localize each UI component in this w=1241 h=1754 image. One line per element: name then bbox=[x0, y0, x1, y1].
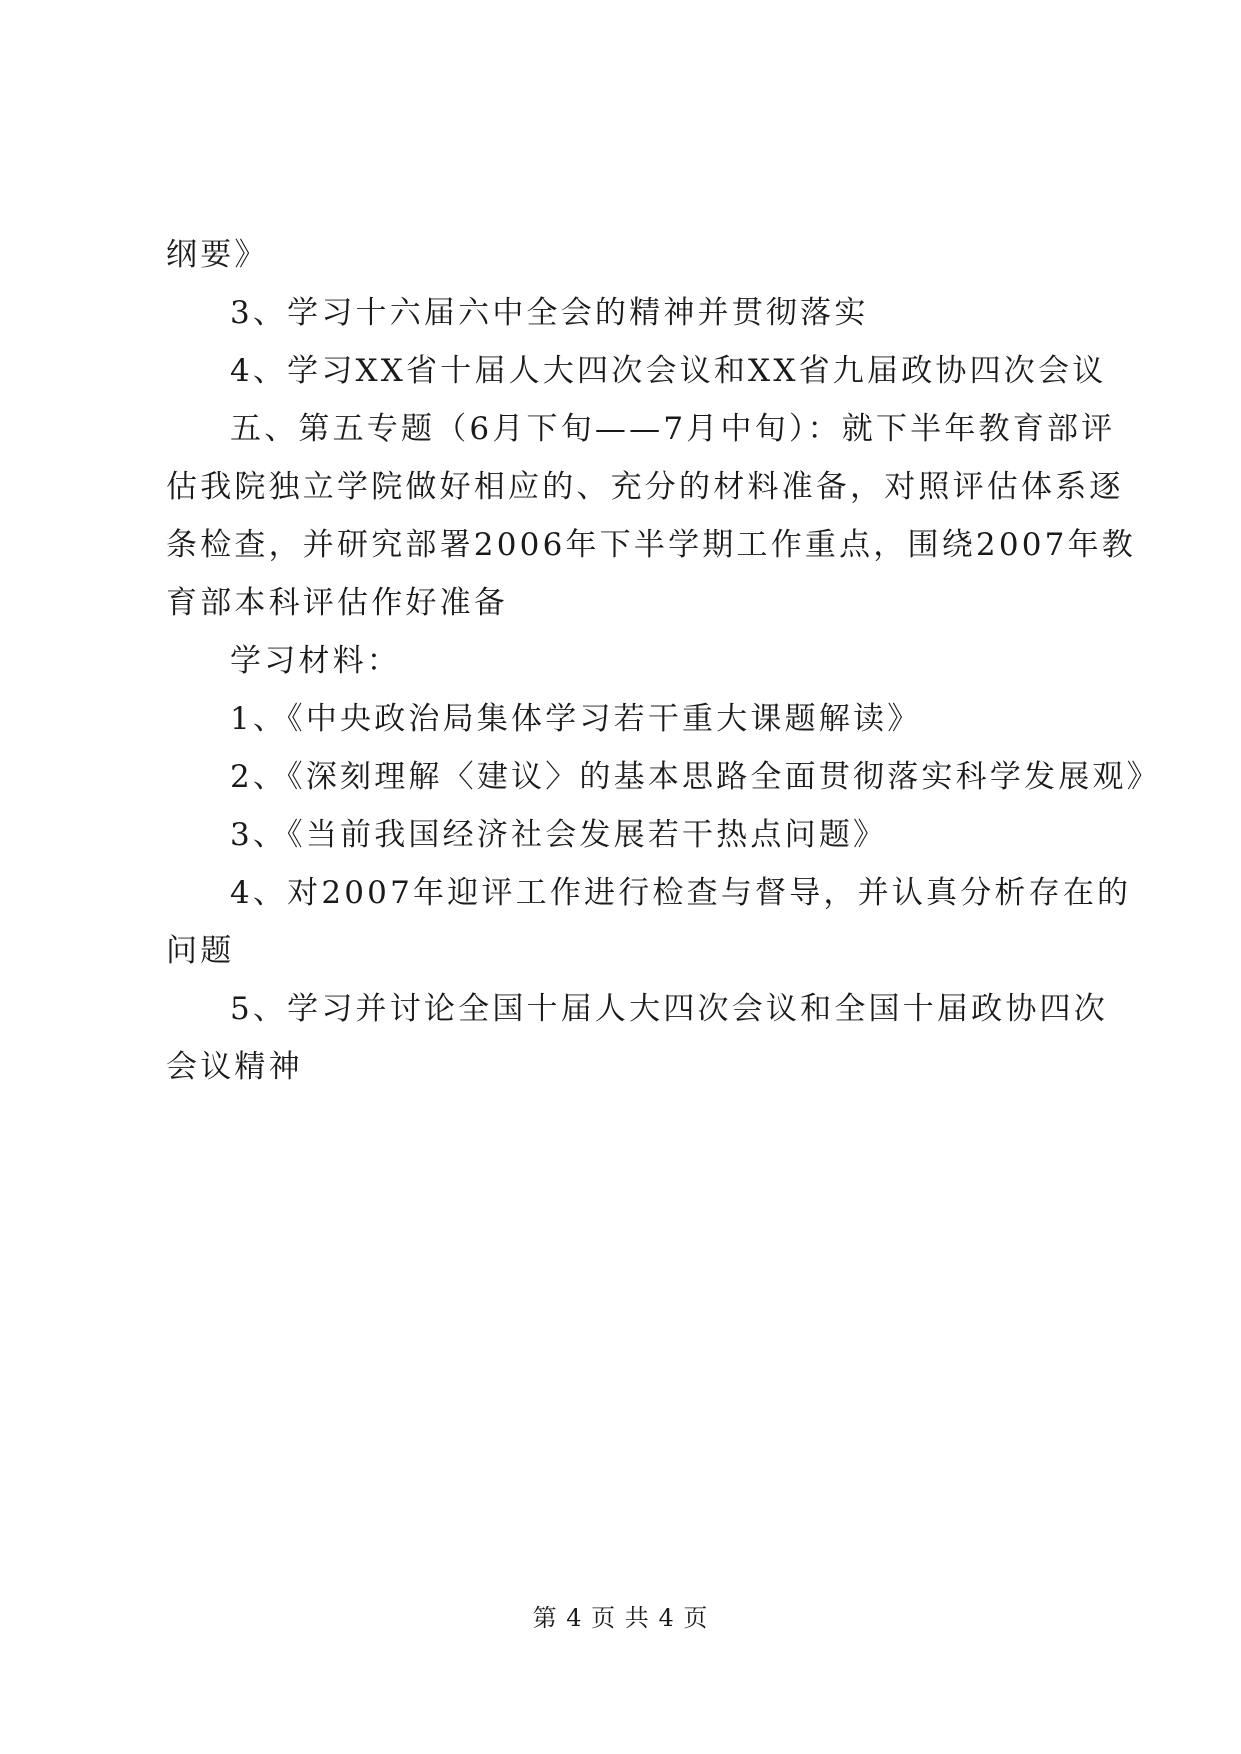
text-line: 问题 bbox=[166, 933, 235, 969]
text-line: 条检查，并研究部署2006年下半学期工作重点，围绕2007年教 bbox=[166, 527, 1136, 563]
list-item: 4、对2007年迎评工作进行检查与督导，并认真分析存在的 bbox=[230, 875, 1132, 911]
text-line: 纲要》 bbox=[166, 237, 269, 273]
list-item: 2、《深刻理解〈建议〉的基本思路全面贯彻落实科学发展观》 bbox=[230, 759, 1161, 795]
page-number-footer: 第 4 页 共 4 页 bbox=[532, 1604, 709, 1632]
text-line: 3、学习十六届六中全会的精神并贯彻落实 bbox=[230, 295, 869, 331]
text-line: 会议精神 bbox=[166, 1049, 303, 1085]
list-item: 5、学习并讨论全国十届人大四次会议和全国十届政协四次 bbox=[230, 991, 1108, 1027]
list-item: 1、《中央政治局集体学习若干重大课题解读》 bbox=[230, 701, 922, 737]
materials-label: 学习材料： bbox=[230, 643, 401, 679]
text-line: 估我院独立学院做好相应的、充分的材料准备，对照评估体系逐 bbox=[166, 469, 1124, 505]
text-line: 4、学习XX省十届人大四次会议和XX省九届政协四次会议 bbox=[230, 353, 1107, 389]
text-line: 育部本科评估作好准备 bbox=[166, 585, 508, 621]
section-heading-line: 五、第五专题（6月下旬——7月中旬）：就下半年教育部评 bbox=[230, 411, 1116, 447]
body-text bbox=[166, 226, 1161, 1096]
list-item: 3、《当前我国经济社会发展若干热点问题》 bbox=[230, 817, 888, 853]
